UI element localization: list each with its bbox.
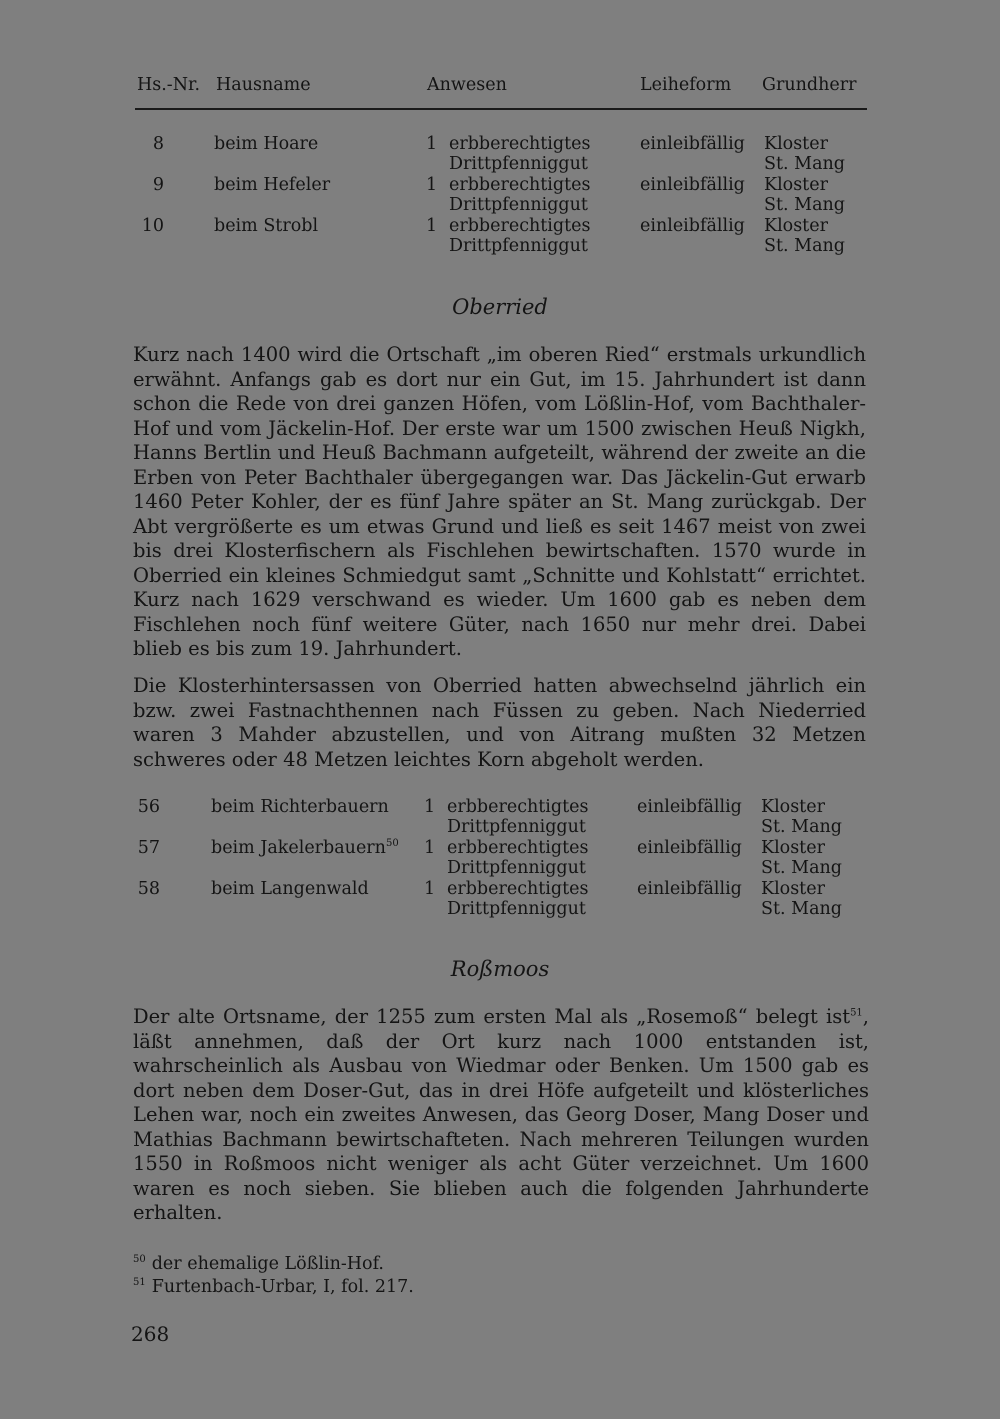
row-count: 1 [424, 879, 436, 899]
table-row [0, 797, 1000, 839]
row-leiheform: einleibfällig [637, 838, 742, 858]
row-anwesen-line1: erbberechtigtes [449, 175, 591, 195]
row-grundherr-line1: Kloster [761, 879, 825, 899]
row-number: 56 [137, 797, 160, 817]
row-anwesen-line1: erbberechtigtes [447, 797, 589, 817]
footnote [133, 1277, 414, 1297]
row-leiheform: einleibfällig [637, 879, 742, 899]
rossmoos-text-b: , läßt annehmen, daß der Ort kurz nach 1000 entstanden ist, wahrscheinlich als Ausbau von Wiedmar oder Benken. Um 1500 gab es dort neben dem Doser-Gut, das in drei Höfe aufgeteilt und klösterliches Lehen war, noch ein zweites Anwesen, das Georg Doser, Mang Doser und Mathias Bachmann bewirtschafteten. Nach mehreren Teilungen wurden 1550 in Roßmoos nicht weniger als acht Güter verzeichnet. Um 1600 waren es noch sieben. Sie blieben auch die folgenden Jahrhunderte erhalten. [133, 1005, 869, 1224]
row-number: 58 [137, 879, 160, 899]
footnote [133, 1254, 384, 1274]
table-row [0, 175, 1000, 217]
col-header-anwesen: Anwesen [427, 75, 507, 95]
row-anwesen-line2: Drittpfenniggut [449, 236, 588, 256]
row-number: 57 [137, 838, 160, 858]
row-number: 8 [152, 134, 164, 154]
row-hausname-text: beim Jakelerbauern [211, 838, 386, 858]
row-hausname: beim Langenwald [211, 879, 369, 899]
row-grundherr-line2: St. Mang [764, 236, 845, 256]
footnote-text: Furtenbach-Urbar, I, fol. 217. [151, 1277, 414, 1297]
table-header [0, 75, 1000, 101]
row-leiheform: einleibfällig [640, 175, 745, 195]
header-rule [135, 108, 867, 110]
row-leiheform: einleibfällig [637, 797, 742, 817]
row-anwesen-line1: erbberechtigtes [449, 216, 591, 236]
row-grundherr-line1: Kloster [764, 175, 828, 195]
col-header-hausname: Hausname [216, 75, 311, 95]
row-anwesen-line2: Drittpfenniggut [447, 858, 586, 878]
row-hausname: beim Strobl [214, 216, 319, 236]
row-anwesen-line2: Drittpfenniggut [449, 154, 588, 174]
row-grundherr-line1: Kloster [764, 134, 828, 154]
table-row [0, 134, 1000, 176]
page-number: 268 [131, 1322, 170, 1346]
footnote-number: 51 [133, 1277, 146, 1289]
row-count: 1 [426, 134, 438, 154]
row-count: 1 [426, 175, 438, 195]
footnote-text: der ehemalige Lößlin-Hof. [151, 1254, 384, 1274]
row-hausname: beim Hefeler [214, 175, 331, 195]
row-leiheform: einleibfällig [640, 216, 745, 236]
row-grundherr-line2: St. Mang [761, 817, 842, 837]
row-grundherr-line2: St. Mang [761, 858, 842, 878]
row-number: 10 [141, 216, 164, 236]
rossmoos-paragraph [133, 1005, 869, 1226]
col-header-nr: Hs.-Nr. [137, 75, 201, 95]
footnote-ref-50: 50 [385, 838, 399, 850]
row-anwesen-line1: erbberechtigtes [447, 879, 589, 899]
row-grundherr-line1: Kloster [764, 216, 828, 236]
row-grundherr-line2: St. Mang [761, 899, 842, 919]
row-anwesen-line1: erbberechtigtes [447, 838, 589, 858]
col-header-leiheform: Leiheform [640, 75, 732, 95]
table-row [0, 216, 1000, 258]
row-hausname: beim Richterbauern [211, 797, 389, 817]
section-heading-rossmoos: Roßmoos [450, 957, 550, 981]
row-number: 9 [152, 175, 164, 195]
footnote-number: 50 [133, 1254, 146, 1266]
col-header-grundherr: Grundherr [762, 75, 857, 95]
rossmoos-text-a: Der alte Ortsname, der 1255 zum ersten Mal als „Rosemoß“ belegt ist [133, 1005, 851, 1028]
row-hausname [211, 838, 399, 859]
row-anwesen-line2: Drittpfenniggut [447, 899, 586, 919]
table-row [0, 879, 1000, 921]
row-leiheform: einleibfällig [640, 134, 745, 154]
row-grundherr-line2: St. Mang [764, 154, 845, 174]
row-grundherr-line1: Kloster [761, 838, 825, 858]
row-count: 1 [426, 216, 438, 236]
row-count: 1 [424, 797, 436, 817]
row-grundherr-line2: St. Mang [764, 195, 845, 215]
section-heading-oberried: Oberried [452, 295, 548, 319]
row-hausname: beim Hoare [214, 134, 319, 154]
oberried-paragraph-1: Kurz nach 1400 wird die Ortschaft „im oberen Ried“ erstmals urkundlich erwähnt. Anfangs gab es dort nur ein Gut, im 15. Jahrhundert ist dann schon die Rede von drei ganzen Höfen, vom Lößlin-Hof, vom Bachthaler-Hof und vom Jäckelin-Hof. Der erste war um 1500 zwischen Heuß Nigkh, Hanns Bertlin und Heuß Bachmann aufgeteilt, während der zweite an die Erben von Peter Bachthaler übergegangen war. Das Jäckelin-Gut erwarb 1460 Peter Kohler, der es fünf Jahre später an St. Mang zurückgab. Der Abt vergrößerte es um etwas Grund und ließ es seit 1467 meist von zwei bis drei Klosterfischern als Fischlehen bewirtschaften. 1570 wurde in Oberried ein kleines Schmiedgut samt „Schnitte und Kohlstatt“ errichtet. Kurz nach 1629 verschwand es wieder. Um 1600 gab es neben dem Fischlehen noch fünf weitere Güter, nach 1650 nur mehr drei. Dabei blieb es bis zum 19. Jahrhundert. [133, 343, 866, 660]
table-row [0, 838, 1000, 880]
row-anwesen-line2: Drittpfenniggut [447, 817, 586, 837]
footnote-ref-51: 51 [850, 1007, 863, 1019]
row-grundherr-line1: Kloster [761, 797, 825, 817]
oberried-paragraph-2: Die Klosterhintersassen von Oberried hatten abwechselnd jährlich ein bzw. zwei Fastnachthennen nach Füssen zu geben. Nach Niederried waren 3 Mahder abzustellen, und von Aitrang mußten 32 Metzen schweres oder 48 Metzen leichtes Korn abgeholt werden. [133, 674, 866, 771]
row-anwesen-line2: Drittpfenniggut [449, 195, 588, 215]
row-anwesen-line1: erbberechtigtes [449, 134, 591, 154]
row-count: 1 [424, 838, 436, 858]
